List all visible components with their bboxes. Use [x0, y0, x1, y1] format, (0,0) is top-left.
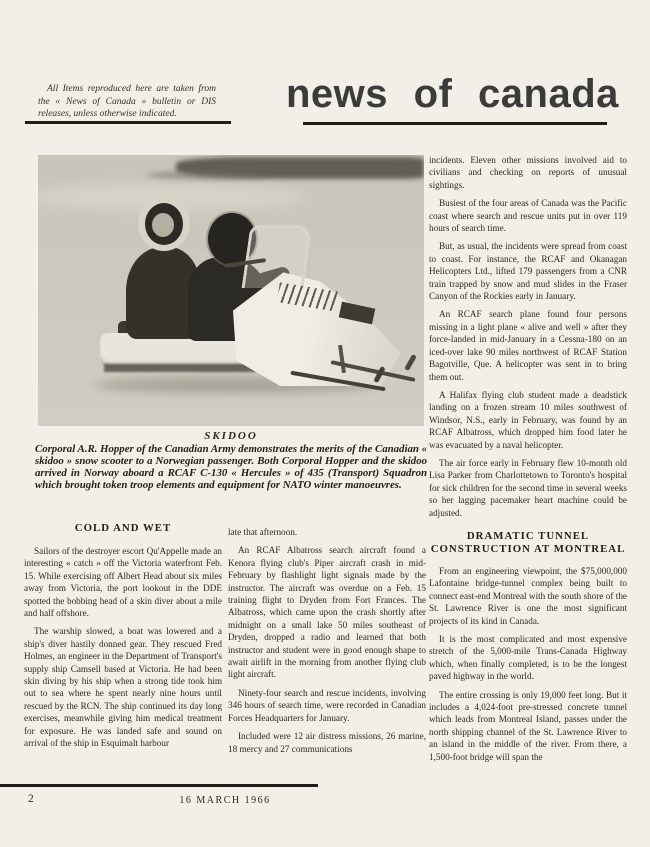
masthead-note: All Items reproduced here are taken from the « News of Canada » bulletin or DIS releases, unless otherwise indicated.	[38, 84, 216, 119]
paragraph: An RCAF search plane found four persons missing in a light plane « alive and well » after they force-landed in mid-January in a Cessna-180 on an iced-over lake 90 miles northwest of RCAF Station Bagotville, Que. A helicopter was sent in to bring them out.	[429, 309, 627, 382]
front-ski-tip	[404, 354, 417, 371]
masthead-title: news of canada	[286, 72, 619, 116]
photo-skidoo	[38, 155, 424, 426]
paragraph: An RCAF Albatross search aircraft found a Kenora flying club's Piper aircraft crash in mid-February by flashlight light signals made by the instructor. The aircraft was overdue on a Feb. 15 training flight to Dryden from Fort Frances. The Albatross, which came upon the crash shortly after midnight on a small lake 50 miles southeast of Dryden, dropped a radio and learned that both instructor and student were in good enough shape to await airlift in the morning from another flying club light aircraft.	[228, 545, 426, 680]
treeline-shape	[146, 171, 266, 180]
paragraph: Busiest of the four areas of Canada was the Pacific coast where search and rescue units put in over 119 hours of search time.	[429, 198, 627, 234]
paragraph: Ninety-four search and rescue incidents, involving 346 hours of search time, were recorded in Canadian Forces Headquarters for January.	[228, 687, 426, 723]
photo-caption-title: SKIDOO	[204, 430, 258, 442]
paragraph: The air force early in February flew 10-month old Lisa Parker from Charlottetown to Toronto's hospital for sick children for the second time in several weeks so her lagging pacemaker heart machine could be adjusted.	[429, 457, 627, 518]
column-right	[429, 154, 627, 769]
column-left	[24, 522, 222, 756]
heading-line: DRAMATIC TUNNEL	[466, 529, 590, 542]
paragraph: From an engineering viewpoint, the $75,000,000 Lafontaine bridge-tunnel complex being built to connect east-end Montreal with the south shore of the St. Lawrence River is one the most significant projects of its kind in Canada.	[429, 565, 627, 626]
passenger-face	[152, 213, 174, 237]
article-heading-cold-and-wet: COLD AND WET	[74, 522, 172, 534]
paragraph: A Halifax flying club student made a deadstick landing on a frozen stream 10 miles southwest of Windsor, N.S., early in February, was found by an RCAF Albatross, which dropped him food later he was evacuated by a naval helicopter.	[429, 389, 627, 450]
header-rule-right	[303, 122, 607, 125]
paragraph: But, as usual, the incidents were spread from coast to coast. For instance, the RCAF and Okanagan Helicopters Ltd., lifted 179 passengers from a CNR train trapped by snow and mud slides in the Fraser Canyon of the Rockies early in January.	[429, 241, 627, 302]
header-rule-left	[25, 121, 231, 124]
footer-rule	[0, 784, 318, 787]
paragraph: late that afternoon.	[228, 527, 298, 537]
paragraph: It is the most complicated and most expensive stretch of the 5,000-mile Trans-Canada Highway which, when finally completed, is to be the longest paved highway in the world.	[429, 634, 627, 682]
paragraph: The entire crossing is only 19,000 feet long. But it includes a 4,024-foot pre-stressed concrete tunnel which leads from Montreal Island, passes under the north shipping channel of the St. Lawrence River to an island in the middle of the river. From there, a 1,500-foot bridge will span the	[429, 689, 627, 762]
footer-date: 16 MARCH 1966	[179, 795, 271, 806]
paragraph: incidents. Eleven other missions involved aid to civilians and checking on reports of unusual sightings.	[429, 155, 627, 190]
page-number: 2	[28, 793, 34, 805]
paragraph: The warship slowed, a boat was lowered and a ship's diver hastily donned gear. They rescued Fred Holmes, an engineer in the Department of Transport's supply ship Camsell based at Victoria. He had been skin diving by his ship when a strong tide took him out to sea where he spent nearly nine hours until rescued by the RCN. The ship continued its day long exercises, meanwhile giving him medical treatment for exposure. He was landed safe and sound on arrival of the ship in Esquimalt harbour	[24, 626, 222, 749]
paragraph: Included were 12 air distress missions, 26 marine, 18 mercy and 27 communications	[228, 731, 426, 754]
heading-line: CONSTRUCTION AT MONTREAL	[430, 542, 626, 555]
snowmobile-track-shadow	[104, 364, 256, 372]
column-middle	[228, 526, 426, 761]
photo-caption: Corporal A.R. Hopper of the Canadian Army demonstrates the merits of the Canadian « skidoo » snow scooter to a Norwegian passenger. Both Corporal Hopper and the skidoo arrived in Norway aboard a RCAF C-130 « Hercules » of 435 (Transport) Squadron which brought token troop elements and equipment for NATO winter manoeuvres.	[35, 443, 427, 491]
paragraph: Sailors of the destroyer escort Qu'Appelle made an interesting « catch » off the Victoria waterfront Feb. 15. While exercising off Albert Head about six miles away from Victoria, the port lookout in the DDE spotted the bobbing head of a skin diver about a mile and half offshore.	[24, 546, 222, 619]
article-heading-tunnel	[429, 530, 627, 556]
snowmobile-windshield	[242, 225, 313, 288]
